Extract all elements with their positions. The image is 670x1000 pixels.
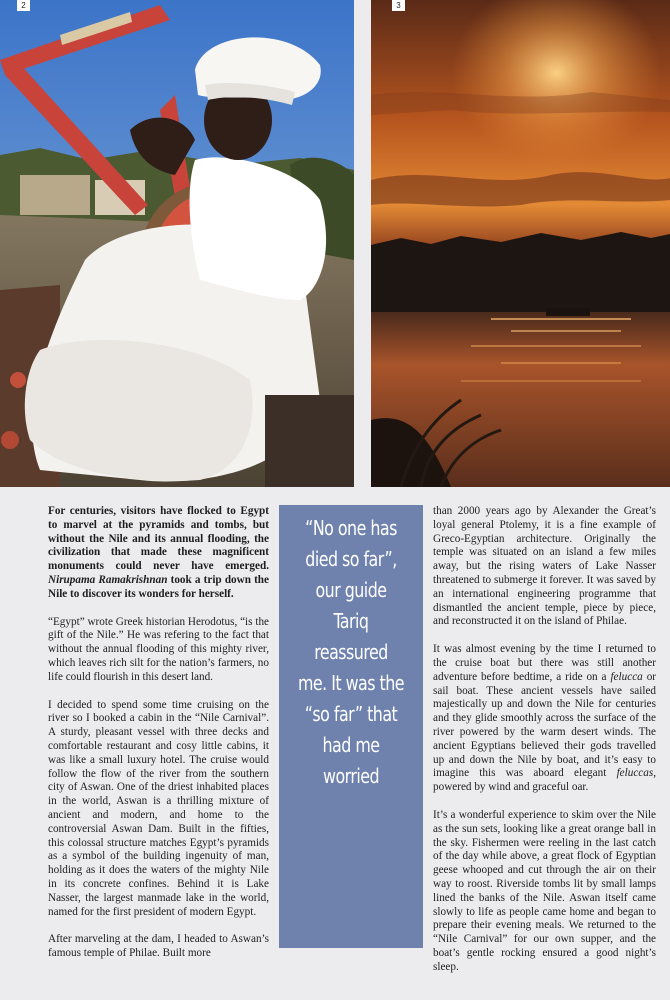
musician-illustration bbox=[0, 0, 354, 487]
photo-nile-sunset bbox=[371, 0, 670, 487]
column-right bbox=[433, 505, 656, 989]
body-paragraph-3: After marveling at the dam, I headed to Aswan’s famous temple of Philae. Built more bbox=[48, 933, 269, 960]
sunset-illustration bbox=[371, 0, 670, 487]
author-byline: Nirupama Ramakrishnan bbox=[48, 573, 168, 586]
pull-quote-text: “No one has died so far”, our guide Tariq reassured me. It was the “so far” that had me worried bbox=[297, 516, 405, 788]
body-paragraph-5 bbox=[433, 643, 656, 795]
paragraph-5-part-a: It was almost evening by the time I returned to the cruise boat but there was still another adventure before bedtime, a ride on a bbox=[433, 643, 656, 683]
column-left bbox=[48, 505, 269, 975]
pull-quote-box bbox=[279, 505, 423, 948]
page-number-left: 2 bbox=[17, 0, 30, 11]
body-paragraph-1: “Egypt” wrote Greek historian Herodotus, “is the gift of the Nile.” He was refering to the fact that without the annual flooding of this mighty river, which leaves rich silt for the nation’s farmers, no life could flourish in this desert land. bbox=[48, 615, 269, 683]
paragraph-5-part-b: or sail boat. These ancient vessels have sailed majestically up and down the Nile for centuries and they glide smoothly across the surface of the river powered by the warm desert winds. The ancient Egyptians believed their gods travelled up and down the Nile by boat, and it’s easy to imagine this was aboard elegant bbox=[433, 670, 657, 780]
body-paragraph-6: It’s a wonderful experience to skim over the Nile as the sun sets, looking like a great orange ball in the sky. Fishermen were reeling in the last catch of the day while above, a great flock of Egyptian geese whooped and cut through the air on their way to roost. Riverside tombs lit by small lamps lined the banks of the Nile. Aswan itself came slowly to life as people came home and began to prepare their evening meals. We returned to the “Nile Carnival” for our own supper, and the boat’s gentle rocking ensured a good night’s sleep. bbox=[433, 808, 656, 973]
page-number-right: 3 bbox=[392, 0, 405, 11]
standfirst-tail: took a trip down the Nile to discover its wonders for herself. bbox=[48, 573, 269, 600]
paragraph-5-part-c: , powered by wind and graceful oar. bbox=[433, 767, 657, 794]
photo-musician bbox=[0, 0, 354, 487]
standfirst bbox=[48, 505, 269, 602]
felucca-term: felucca bbox=[610, 670, 643, 683]
body-paragraph-2: I decided to spend some time cruising on the river so I booked a cabin in the “Nile Carnival”. A sturdy, pleasant vessel with three decks and comfortable restaurant and cosy little cabins, it was like a small luxury hotel. The cruise would follow the flow of the river from the southern city of Aswan. One of the driest inhabited places in the world, Aswan is a thrilling mixture of ancient and modern, and home to the controversial Aswan Dam. Built in the fifties, this colossal structure matches Egypt’s pyramids as a symbol of the building ingenuity of man, holding as it does the waters of the mighty Nile in its concrete confines. Behind it is Lake Nasser, the largest manmade lake in the world, named for the first president of modern Egypt. bbox=[48, 698, 269, 918]
body-paragraph-4: than 2000 years ago by Alexander the Great’s loyal general Ptolemy, it is a fine example of Greco-Egyptian architecture. Originally the temple was situated on an island a few miles away, but the rising waters of Lake Nasser threatened to submerge it forever. It was saved by an international engineering programme that dismantled the ancient temple, piece by piece, and reconstructed it on the island of Philae. bbox=[433, 505, 656, 628]
standfirst-text: For centuries, visitors have flocked to Egypt to marvel at the pyramids and tombs, but without the Nile and its annual flooding, the civilization that made these magnificent monuments could never have emerged. bbox=[48, 505, 269, 573]
feluccas-term: feluccas bbox=[616, 767, 654, 780]
